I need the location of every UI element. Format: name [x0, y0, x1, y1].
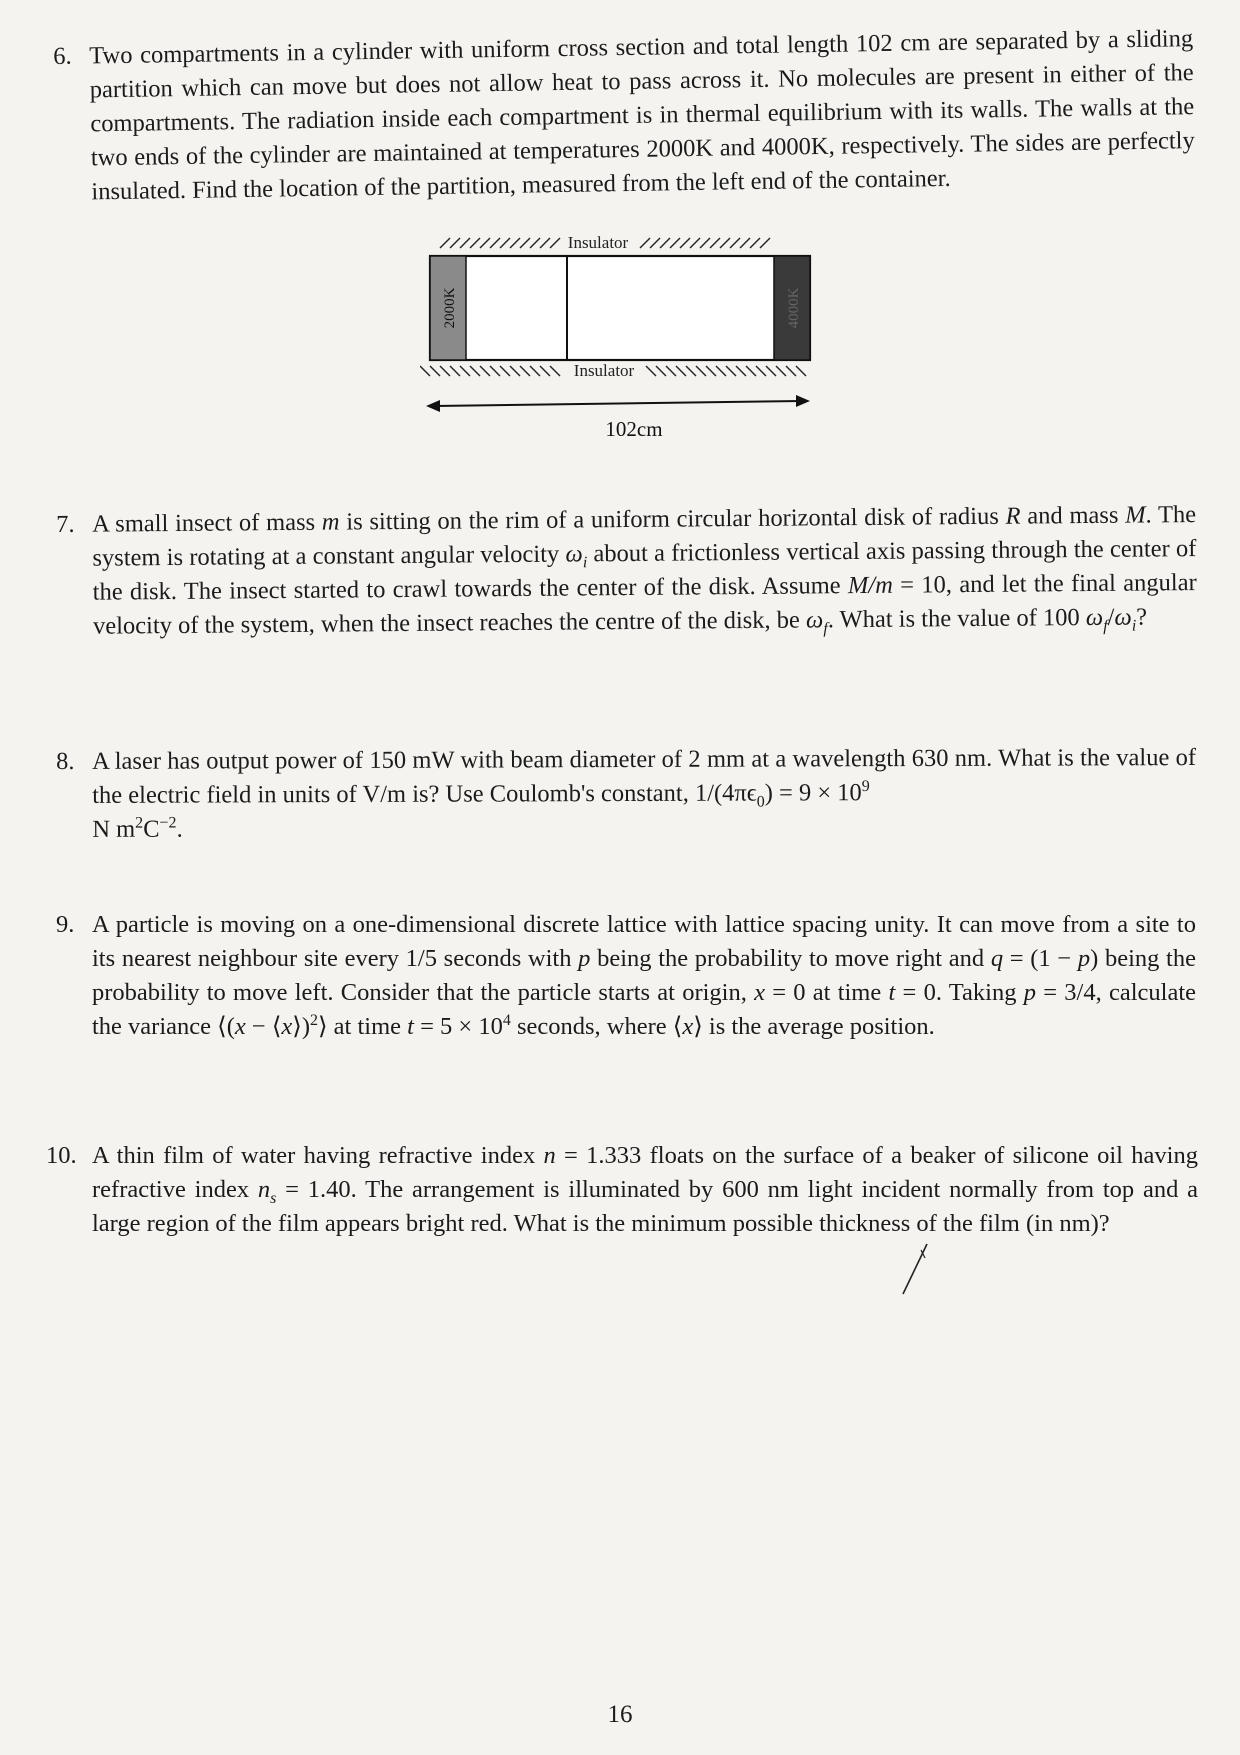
- question-text: A small insect of mass m is sitting on the rim of a uniform circular horizontal disk of radius R and mass M. The system is rotating at a constant angular velocity $\omega_i$ about a frictionless vertical axis passing through the center of the disk. The insect started to crawl towards the center of the disk. Assume M/m = 10, and let the final angular velocity of the system, when the insect reaches the centre of the disk, be $\omega_f$. What is the value of 100 $\omega_f/\omega_i$?: [92, 501, 1197, 640]
- question-text: Two compartments in a cylinder with uniform cross section and total length 102 cm are separated by a sliding partition which can move but does not allow heat to pass across it. No molecules are present in either of the compartments. The radiation inside each compartment is in thermal equilibrium with its walls. The walls at the two ends of the cylinder are maintained at temperatures 2000K and 4000K, respectively. The sides are perfectly insulated. Find the location of the partition, measured from the left end of the container.: [89, 25, 1195, 206]
- question-number: 6.: [53, 42, 72, 70]
- cylinder-diagram: [420, 236, 860, 446]
- question-number: 8.: [56, 747, 75, 775]
- question-number: 7.: [56, 510, 75, 538]
- cylinder-body: [430, 256, 810, 360]
- question-6: [53, 22, 1196, 210]
- question-8: [56, 741, 1196, 847]
- top-insulator-label: Insulator: [567, 236, 629, 252]
- pen-mark: [895, 1240, 935, 1300]
- question-text: A laser has output power of 150 mW with beam diameter of 2 mm at a wavelength 630 nm. What is the value of the electric field in units of V/m is? Use Coulomb's constant, $1/(4\pi\epsilon_0) = 9 \times 10^9$ N $m^2C^{-2}$.: [92, 744, 1197, 843]
- bottom-insulator-label: Insulator: [573, 361, 635, 380]
- question-9: [56, 908, 1196, 1044]
- question-text: A particle is moving on a one-dimensional discrete lattice with lattice spacing unity. It can move from a site to its nearest neighbour site every 1/5 seconds with p being the probability to move right and q = (1 − p) being the probability to move left. Consider that the particle starts at origin, x = 0 at time t = 0. Taking p = 3/4, calculate the variance ⟨(x − ⟨x⟩)$^2$⟩ at time $t = 5 \times 10^4$ seconds, where ⟨x⟩ is the average position.: [92, 911, 1197, 1040]
- length-label: 102cm: [605, 417, 663, 441]
- length-arrow: [426, 395, 810, 412]
- question-10: [46, 1139, 1198, 1241]
- page-number: 16: [607, 1701, 633, 1728]
- question-number: 10.: [46, 1142, 77, 1169]
- left-wall-label: 2000K: [442, 287, 458, 329]
- question-text: A thin film of water having refractive index n = 1.333 floats on the surface of a beaker of silicone oil having refractive index $n_s = 1.40$. The arrangement is illuminated by 600 nm light incident normally from top and a large region of the film appears bright red. What is the minimum possible thickness of the film (in nm)?: [92, 1142, 1198, 1237]
- right-wall-label: 4000K: [786, 287, 802, 329]
- question-7: [56, 498, 1197, 644]
- question-number: 9.: [56, 911, 75, 938]
